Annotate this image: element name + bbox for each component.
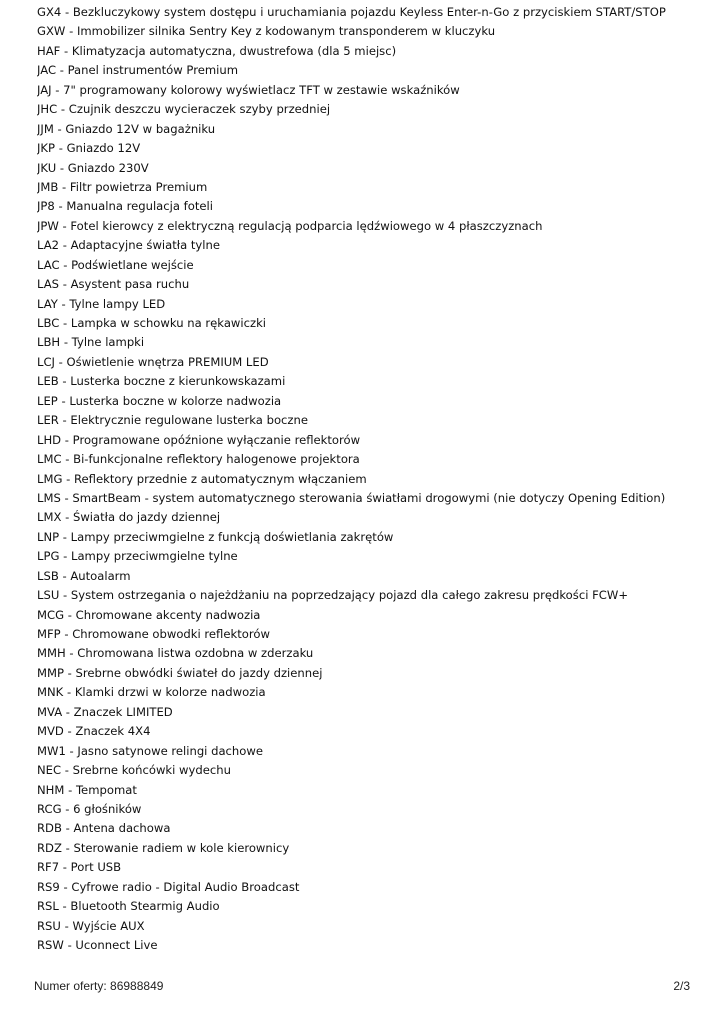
list-item: MVD - Znaczek 4X4 [37, 724, 151, 739]
list-item: RF7 - Port USB [37, 860, 122, 875]
list-item: LER - Elektrycznie regulowane lusterka boczne [37, 413, 308, 428]
list-item: LSB - Autoalarm [37, 568, 131, 583]
list-item: MVA - Znaczek LIMITED [37, 704, 173, 719]
list-item: MCG - Chromowane akcenty nadwozia [37, 607, 261, 622]
list-item: RS9 - Cyfrowe radio - Digital Audio Broadcast [37, 879, 300, 894]
list-item: LCJ - Oświetlenie wnętrza PREMIUM LED [37, 354, 269, 369]
list-item: LBH - Tylne lampki [37, 335, 145, 350]
list-item: JAJ - 7" programowany kolorowy wyświetlacz TFT w zestawie wskaźników [37, 82, 460, 97]
page-number: 2/3 [673, 979, 690, 993]
list-item: LEP - Lusterka boczne w kolorze nadwozia [37, 393, 282, 408]
list-item: JKU - Gniazdo 230V [37, 160, 149, 175]
list-item: MNK - Klamki drzwi w kolorze nadwozia [37, 685, 266, 700]
list-item: GX4 - Bezkluczykowy system dostępu i uruchamiania pojazdu Keyless Enter-n-Go z przyciskiem START/STOP [37, 5, 666, 19]
equipment-list [37, 3, 717, 955]
list-item: JMB - Filtr powietrza Premium [37, 179, 208, 194]
list-item: LBC - Lampka w schowku na rękawiczki [37, 316, 267, 330]
list-item: HAF - Klimatyzacja automatyczna, dwustrefowa (dla 5 miejsc) [37, 43, 397, 58]
list-item: LSU - System ostrzegania o najeżdżaniu na poprzedzający pojazd dla całego zakresu prędkości FCW+ [37, 588, 629, 603]
list-item: JHC - Czujnik deszczu wycieraczek szyby przedniej [37, 102, 331, 117]
list-item: LHD - Programowane opóźnione wyłączanie reflektorów [37, 432, 361, 447]
list-item: JKP - Gniazdo 12V [37, 141, 141, 156]
list-item: LMG - Reflektory przednie z automatycznym włączaniem [37, 471, 367, 486]
list-item: GXW - Immobilizer silnika Sentry Key z kodowanym transponderem w kluczyku [37, 24, 496, 39]
list-item: JP8 - Manualna regulacja foteli [37, 199, 213, 214]
list-item: LA2 - Adaptacyjne światła tylne [37, 238, 220, 253]
list-item: LNP - Lampy przeciwmgielne z funkcją doświetlania zakrętów [37, 529, 394, 544]
list-item: RSW - Uconnect Live [37, 938, 158, 952]
list-item: MMH - Chromowana listwa ozdobna w zderzaku [37, 646, 314, 661]
list-item: LAY - Tylne lampy LED [37, 296, 166, 311]
list-item: RSL - Bluetooth Stearmig Audio [37, 899, 220, 914]
list-item: RDZ - Sterowanie radiem w kole kierownicy [37, 840, 290, 855]
list-item: LMS - SmartBeam - system automatycznego sterowania światłami drogowymi (nie dotyczy Opening Edition) [37, 490, 666, 505]
list-item: LMX - Światła do jazdy dziennej [37, 510, 221, 525]
list-item: RCG - 6 głośników [37, 801, 142, 816]
list-item: JJM - Gniazdo 12V w bagażniku [37, 121, 216, 136]
list-item: NHM - Tempomat [37, 782, 137, 797]
list-item: LMC - Bi-funkcjonalne reflektory halogenowe projektora [37, 452, 360, 467]
list-item: LPG - Lampy przeciwmgielne tylne [37, 549, 238, 564]
list-item: MW1 - Jasno satynowe relingi dachowe [37, 743, 263, 758]
list-item: LAC - Podświetlane wejście [37, 257, 194, 272]
list-item: JAC - Panel instrumentów Premium [37, 63, 238, 78]
list-item: RDB - Antena dachowa [37, 821, 171, 836]
list-item: NEC - Srebrne końcówki wydechu [37, 763, 231, 778]
list-item: MMP - Srebrne obwódki świateł do jazdy dziennej [37, 665, 323, 680]
offer-number: Numer oferty: 86988849 [34, 979, 164, 993]
list-item: MFP - Chromowane obwodki reflektorów [37, 627, 270, 641]
list-item: LEB - Lusterka boczne z kierunkowskazami [37, 374, 286, 389]
list-item: JPW - Fotel kierowcy z elektryczną regulacją podparcia lędźwiowego w 4 płaszczyznach [37, 218, 543, 233]
list-item: RSU - Wyjście AUX [37, 918, 145, 933]
list-item: LAS - Asystent pasa ruchu [37, 277, 190, 292]
